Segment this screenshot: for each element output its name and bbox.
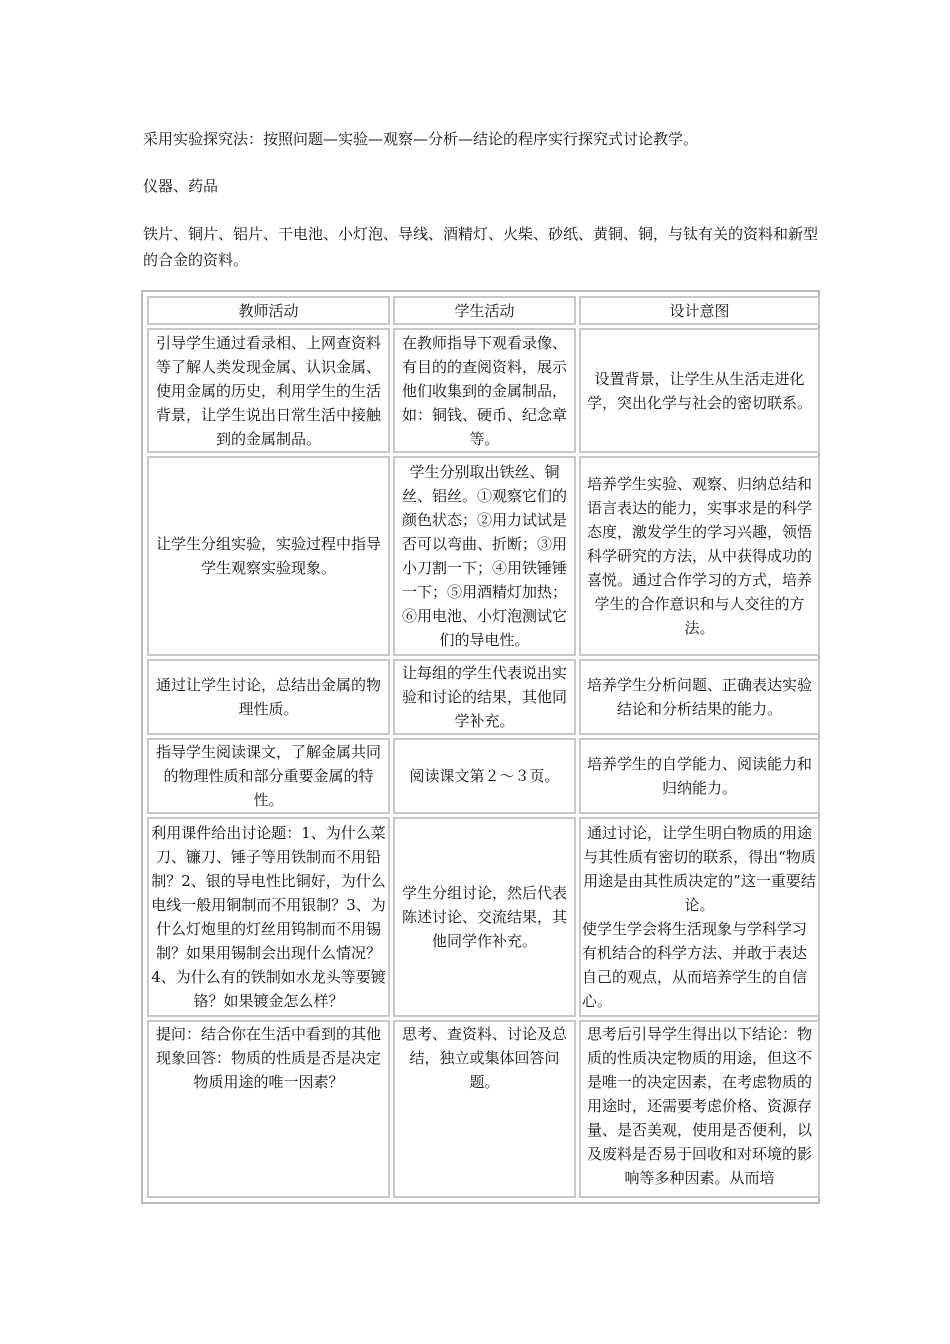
header-design-intent: 设计意图 [579, 296, 820, 325]
table-row [147, 328, 820, 453]
teacher-activity-cell: 让学生分组实验，实验过程中指导学生观察实验现象。 [147, 456, 390, 656]
student-activity-cell: 在教师指导下观看录像、有目的的查阅资料，展示他们收集到的金属制品，如：铜钱、硬币、纪念章等。 [393, 328, 576, 453]
method-paragraph: 采用实验探究法：按照问题—实验—观察—分析—结论的程序实行探究式讨论教学。 [143, 130, 699, 148]
teacher-activity-cell: 指导学生阅读课文，了解金属共同的物理性质和部分重要金属的特性。 [147, 738, 390, 814]
lesson-table [141, 290, 820, 1204]
header-teacher-activity: 教师活动 [147, 296, 390, 325]
table-row [147, 738, 820, 814]
design-intent-text-2: 使学生学会将生活现象与学科学习有机结合的科学方法、并敢于表达自己的观点，从而培养学生的自信心。 [582, 920, 808, 1010]
student-activity-cell: 学生分组讨论，然后代表陈述讨论、交流结果，其他同学作补充。 [393, 817, 576, 1017]
design-intent-text-1: 通过讨论，让学生明白物质的用途与其性质有密切的联系，得出“物质用途是由其性质决定的”这一重要结论。 [583, 824, 816, 914]
design-intent-cell: 设置背景，让学生从生活走进化学，突出化学与社会的密切联系。 [579, 328, 820, 453]
design-intent-cell: 培养学生的自学能力、阅读能力和归纳能力。 [579, 738, 820, 814]
table-header-row [147, 296, 820, 325]
teacher-activity-cell: 通过让学生讨论，总结出金属的物理性质。 [147, 659, 390, 735]
teacher-activity-cell: 引导学生通过看录相、上网查资料等了解人类发现金属、认识金属、使用金属的历史，利用学生的生活背景，让学生说出日常生活中接触到的金属制品。 [147, 328, 390, 453]
student-activity-cell: 阅读课文第２～３页。 [393, 738, 576, 814]
teacher-activity-cell: 利用课件给出讨论题：1、为什么菜刀、镰刀、锤子等用铁制而不用铅制？2、银的导电性比铜好，为什么电线一般用铜制而不用银制？3、为什么灯炮里的灯丝用钨制而不用锡制？如果用锡制会出现什么情况？4、为什么有的铁制如水龙头等要镀铬？如果镀金怎么样？ [147, 817, 390, 1017]
design-intent-cell: 思考后引导学生得出以下结论：物质的性质决定物质的用途，但这不是唯一的决定因素，在考虑物质的用途时，还需要考虑价格、资源存量、是否美观，使用是否便利，以及废料是否易于回收和对环境的影响等多种因素。从而培 [579, 1020, 820, 1198]
table-row [147, 456, 820, 656]
equipment-heading: 仪器、药品 [143, 177, 219, 195]
student-activity-cell: 让每组的学生代表说出实验和讨论的结果，其他同学补充。 [393, 659, 576, 735]
design-intent-cell [579, 817, 820, 1017]
table-row [147, 1020, 820, 1198]
teacher-activity-cell: 提问：结合你在生活中看到的其他现象回答：物质的性质是否是决定物质用途的唯一因素？ [147, 1020, 390, 1198]
table-row [147, 659, 820, 735]
design-intent-cell: 培养学生实验、观察、归纳总结和语言表达的能力，实事求是的科学态度，激发学生的学习兴趣，领悟科学研究的方法，从中获得成功的喜悦。通过合作学习的方式，培养学生的合作意识和与人交往的方法。 [579, 456, 820, 656]
equipment-list: 铁片、铜片、铝片、干电池、小灯泡、导线、酒精灯、火柴、砂纸、黄铜、铜，与钛有关的资料和新型的合金的资料。 [143, 225, 819, 269]
student-activity-cell: 学生分别取出铁丝、铜丝、铝丝。①观察它们的颜色状态；②用力试试是否可以弯曲、折断；③用小刀割一下；④用铁锤锤一下；⑤用酒精灯加热；⑥用电池、小灯泡测试它们的导电性。 [393, 456, 576, 656]
header-student-activity: 学生活动 [393, 296, 576, 325]
table-row [147, 817, 820, 1017]
design-intent-cell: 培养学生分析问题、正确表达实验结论和分析结果的能力。 [579, 659, 820, 735]
student-activity-cell: 思考、查资料、讨论及总结，独立或集体回答问题。 [393, 1020, 576, 1198]
